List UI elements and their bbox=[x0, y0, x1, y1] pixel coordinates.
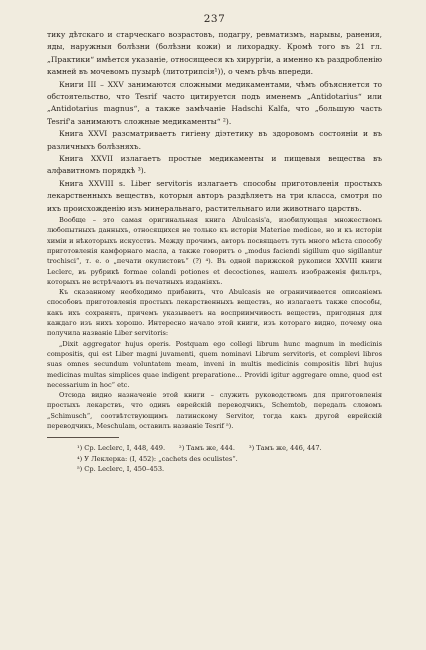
footnote: ⁴) У Леклерка: (I, 452): „cachets des oculistes“. bbox=[77, 454, 238, 463]
footnote: ²) Тамъ же, 444. bbox=[179, 444, 235, 453]
footnote-rule bbox=[47, 437, 119, 438]
paragraph: Книга XXVI разсматриваетъ гигіену діэтетику въ здоровомъ состояніи и въ различныхъ болѣзняхъ. bbox=[47, 129, 382, 151]
paragraph: Вообще – это самая оригинальная книга Abulcasis'а, изобилующая множествомъ любопытныхъ данныхъ, относящихся не только къ исторіи Materiae medicae, но и къ исторіи химіи и нѣкоторыхъ искусствъ. Между прочимъ, авторъ посвящаетъ туть много мѣста способу приготовленія камфорнаго масла, а также говоритъ о „modus faciendi sigillum quo sigillantur trochisci“, т. е. о „печати окулистовъ“ (?) ⁴). Въ одной парижской рукописи XXVIII книги Leclerc, въ рубрикѣ formae colandi potiones et decoctiones, нашелъ изображенія фильтръ, которыхъ не встрѣчаютъ въ печатныхъ изданіяхъ. bbox=[47, 216, 382, 286]
main-text bbox=[47, 29, 382, 215]
footnotes bbox=[47, 437, 382, 474]
paragraph: Книги III – XXV занимаются сложными медикаментами, чѣмъ объясняется то обстоятельство, что Tesrif часто цитируется подъ именемъ „Antidotarius“ или „Antidotarius magnus“, а также замѣчаніе Hadschi Kalfa, что „большую часть Tesrif'а занимаютъ сложные медикаменты“ ²). bbox=[47, 79, 382, 126]
latin-quote: „Dixit aggregator hujus operis. Postquam ego collegi librum hunc magnum in medicinis compositis, qui est Liber magni juvamenti, quem nominavi Librum servitoris, et complevi libros suas omnes secundum voluntatem meam, inveni in multis medicinis compositis libri hujus medicinas multas simplices quae indigent preparatione... Providi igitur aggregare omne, quod est necessarium in hoc“ etc. bbox=[47, 339, 382, 389]
paragraph: Отсюда видно назначеніе этой книги – служить руководствомъ для приготовленія простыхъ лекарствъ, что одинъ еврейскій переводчикъ, Schemtob, передалъ словомъ „Schimusch“, соотвѣтствующимъ латинскому Servitor, тогда какъ другой еврейскій переводчикъ, Meschulam, оставилъ названіе Tesrif ⁵). bbox=[47, 391, 382, 431]
paragraph: Книга XXVIII s. Liber servitoris излагаетъ способы приготовленія простыхъ лекарственныхъ веществъ, которыя авторъ раздѣляетъ на три класса, смотря по ихъ происхожденію изъ минеральнаго, растительнаго или животнаго царствъ. bbox=[47, 178, 382, 213]
footnote: ¹) Cp. Leclerc, I, 448, 449. bbox=[77, 444, 166, 453]
footnote-line bbox=[47, 454, 382, 464]
small-text bbox=[47, 215, 382, 431]
footnote: ⁵) Cp. Leclerc, I, 450–453. bbox=[77, 465, 165, 474]
footnote-line bbox=[47, 443, 382, 453]
paragraph: тику дѣтскаго и старческаго возрастовъ, подагру, ревматизмъ, нарывы, ранения, яды, наружныя болѣзни (болѣзни кожи) и лихорадку. Кромѣ того въ 21 гл. „Практики“ имѣется указаніе, относящееся къ хирургіи, а именно къ раздробленію камней въ мочевомъ пузырѣ (литотрипсія¹)), о чемъ рѣчь впереди. bbox=[47, 30, 382, 77]
footnote: ³) Тамъ же, 446, 447. bbox=[248, 444, 322, 453]
paragraph: Къ сказанному необходимо прибавить, что Abulcasis не ограничивается описаніемъ способовъ приготовленія простыхъ лекарственныхъ веществъ, но излагаетъ также способы, какъ ихъ сохранять, причемъ указываетъ на восприимчивость веществъ, пригодныя для каждаго изъ нихъ хорошо. Интересно начало этой книги, изъ котораго видно, почему она получила названіе Liber servitoris: bbox=[47, 288, 382, 338]
page-number: 237 bbox=[203, 13, 226, 25]
paragraph: Книга XXVII излагаетъ простые медикаменты и пищевыя вещества въ алфавитномъ порядкѣ ³). bbox=[47, 154, 382, 176]
footnote-line bbox=[47, 464, 382, 474]
